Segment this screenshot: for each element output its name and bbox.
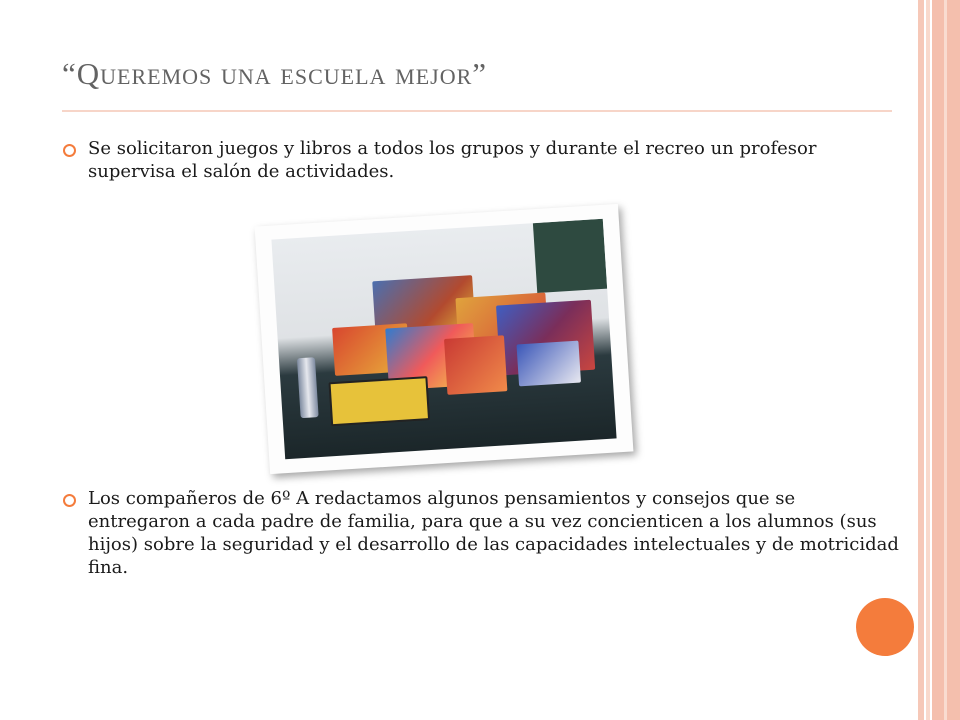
box-box6	[444, 335, 507, 395]
bullet-icon	[60, 491, 78, 509]
bullet-text: Los compañeros de 6º A redactamos algunos pensamientos y consejos que se entregaron a cada padre de familia, para que a su vez concienticen a los alumnos (sus hijos) sobre la seguridad y el desarrollo de las capacidades intelectuales y de motricidad fina.	[88, 488, 899, 578]
photo-frame	[255, 204, 634, 474]
box-box8	[328, 376, 430, 426]
bullet-text: Se solicitaron juegos y libros a todos los grupos y durante el recreo un profesor supervisa el salón de actividades.	[88, 138, 817, 182]
decorative-circle	[856, 598, 914, 656]
decorative-band	[944, 0, 947, 720]
photo-image	[271, 219, 616, 459]
slide-title: “Queremos una escuela mejor”	[62, 56, 488, 91]
decorative-band	[918, 0, 924, 720]
box-box7	[516, 341, 581, 387]
can	[297, 357, 319, 418]
wall-dark	[533, 219, 607, 293]
title-underline	[62, 110, 892, 112]
bullet-icon	[60, 141, 78, 159]
decorative-band	[926, 0, 930, 720]
